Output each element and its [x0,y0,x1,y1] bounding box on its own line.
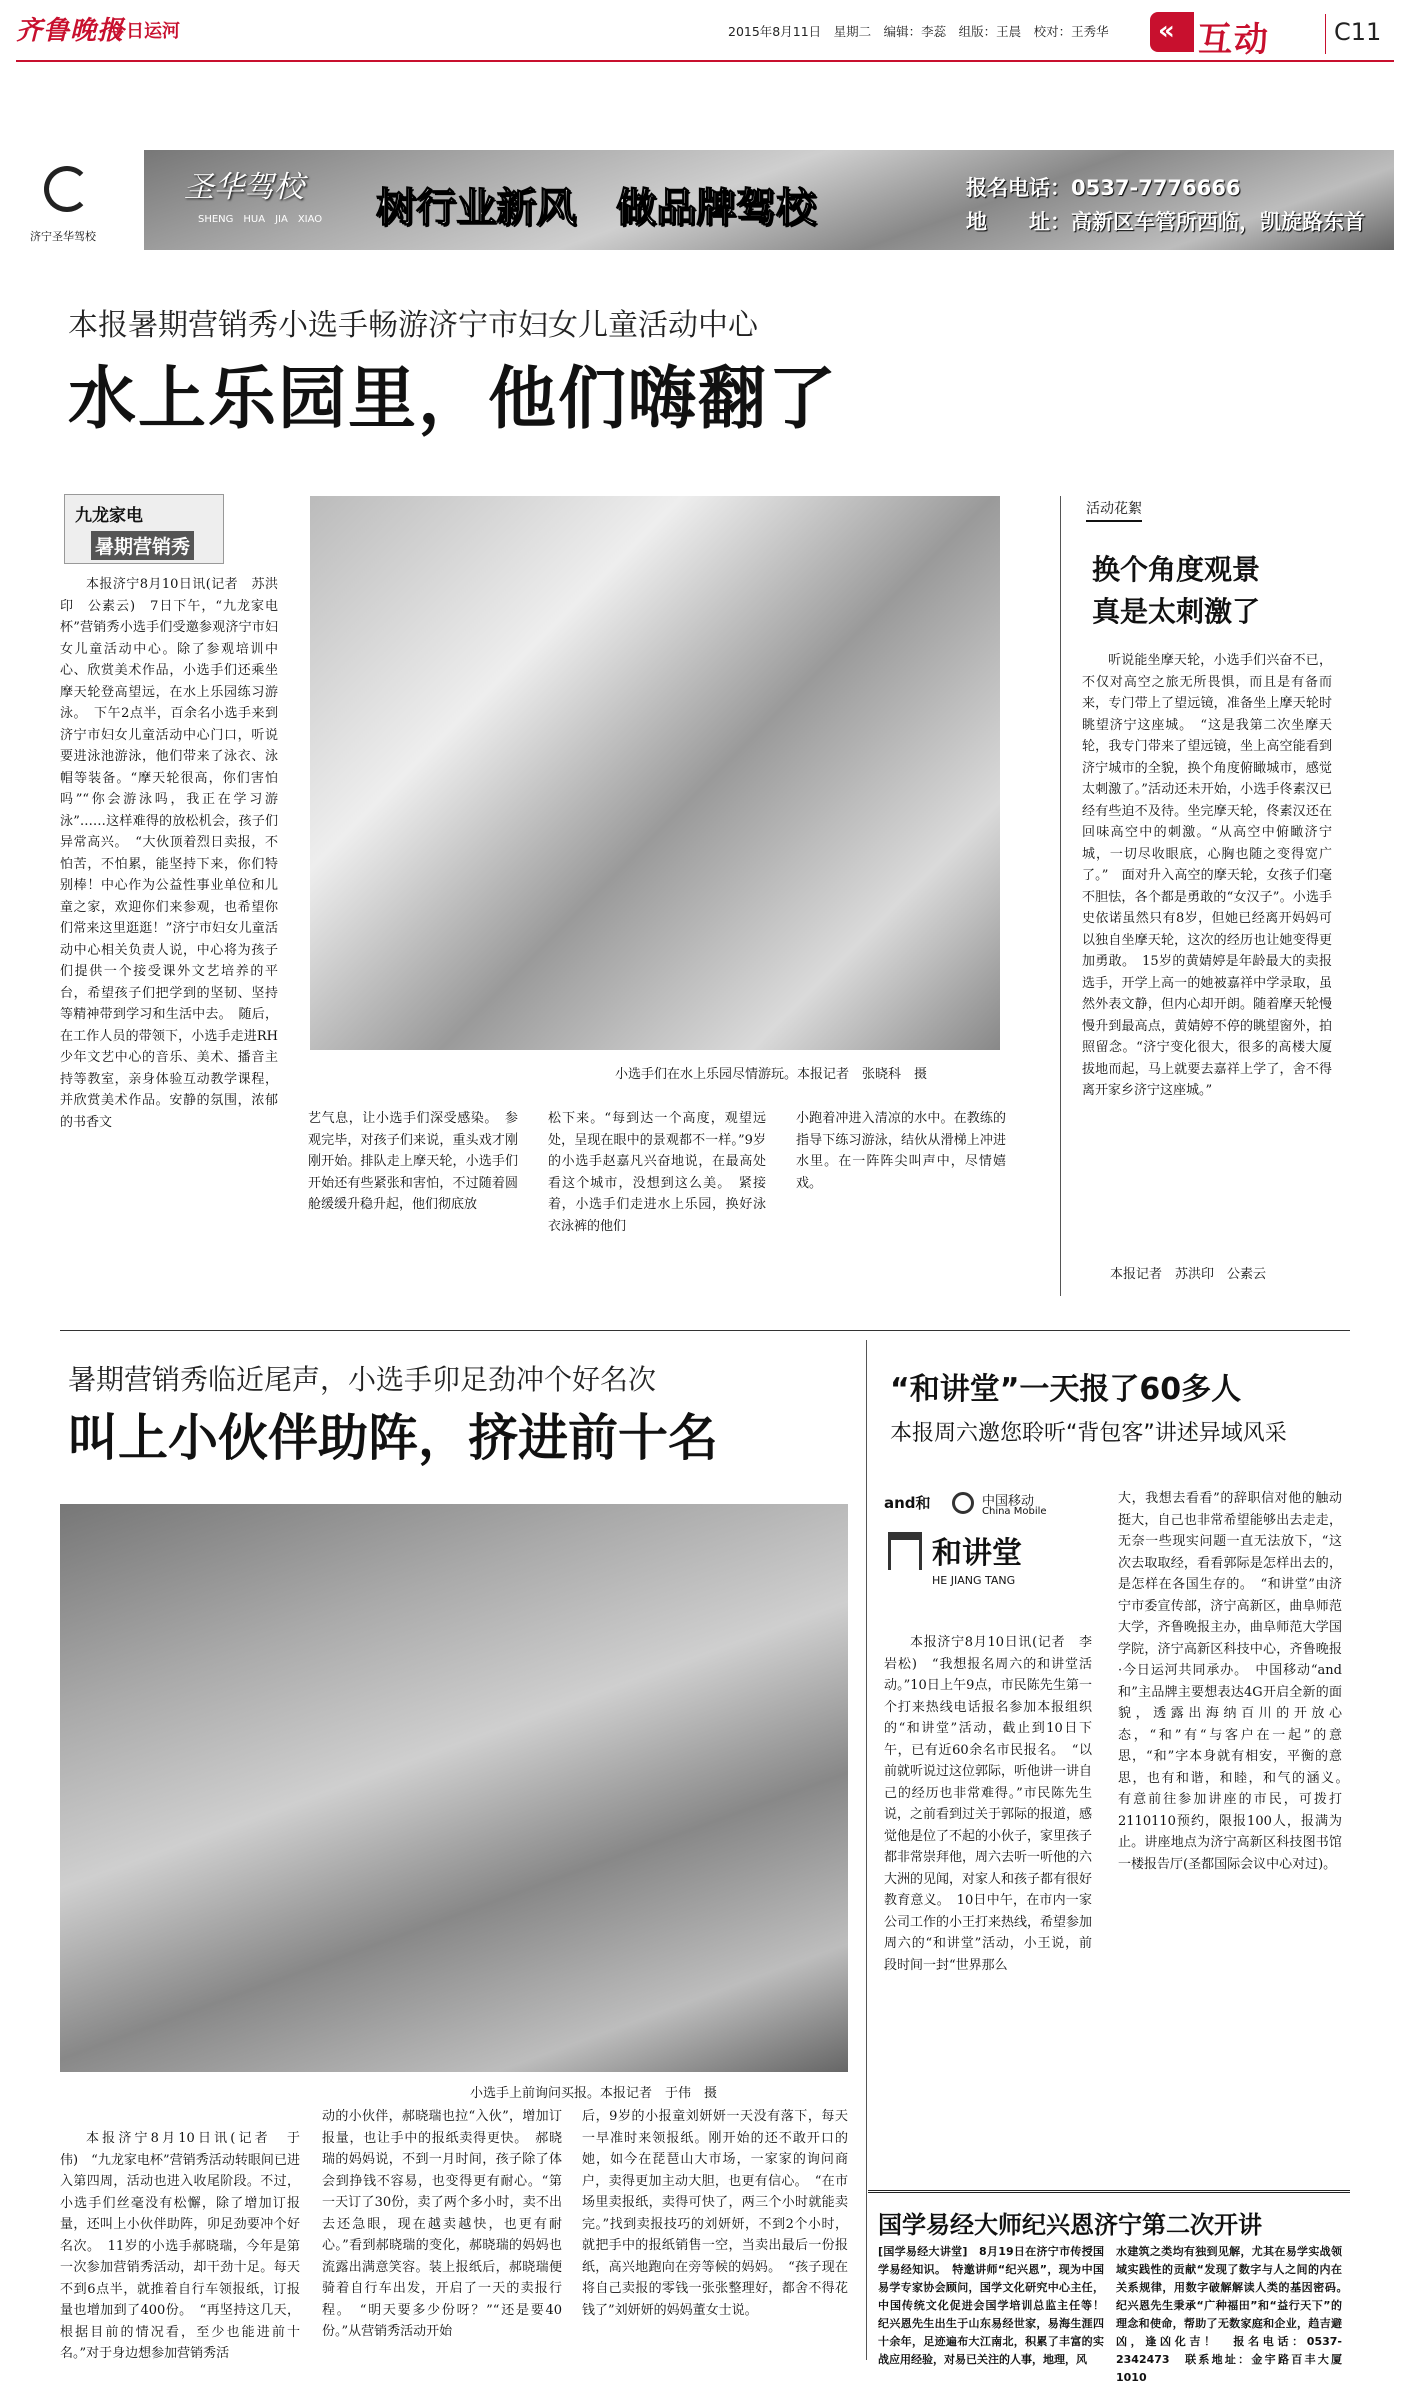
story2-col1: 本报济宁8月10日讯(记者 于伟) “九龙家电杯”营销秀活动转眼间已进入第四周，活动也进入收尾阶段。不过，小选手们丝毫没有松懈，除了增加订报量，还叫上小伙伴助阵，卯足劲要冲个好名次。 11岁的小选手郝晓瑞，今年是第一次参加营销秀活动，却干劲十足。每天不到6点半，就推着自行车领报纸，订报量也增加到了400份。 “再坚持这几天，根据目前的情况看，至少也能进前十名。”对于身边想参加营销秀活 [60,2131,300,2361]
driving-school-logo-icon [44,166,90,212]
story3-divider [866,1340,867,2360]
masthead: 齐鲁晚报 [16,16,125,46]
bottom-ad-col1: [国学易经大讲堂] 8月19日在济宁市传授国学易经知识。 特邀讲师“纪兴恩”，现为中国易学专家协会顾问，国学文化研究中心主任，中国传统文化促进会国学培训总监主任等！ 纪兴恩先生出生于山东易经世家，易海生涯四十余年，足迹遍布大江南北，积累了丰富的实战应用经验，对易已关注的人事，地理，风 [878,2245,1115,2366]
sidebar-title-1: 换个角度观景 [1092,553,1261,586]
story2-headline: 叫上小伙伴助阵，挤进前十名 [68,1409,718,1467]
story1-headline: 水上乐园里，他们嗨翻了 [68,360,839,439]
and-logo: and和 [884,1494,931,1512]
story2-photo-caption: 小选手上前询问买报。本报记者 于伟 摄 [470,2086,718,2101]
story1-photo-caption: 小选手们在水上乐园尽情游玩。本报记者 张晓科 摄 [615,1067,928,1082]
bottom-ad-headline: 国学易经大师纪兴恩济宁第二次开讲 [878,2211,1262,2239]
ad-slogan: 树行业新风 做品牌驾校 [376,185,816,231]
header-rule [16,60,1394,62]
bottom-ad-col2: 水建筑之类均有独到见解，尤其在易学实战领域实践性的贡献“发现了数字与人之间的内在关系规律，用数字破解解读人类的基因密码。 纪兴恩先生秉承“广种福田”和“益行天下”的理念和使命，帮助了无数家庭和企业，趋吉避凶，逢凶化吉！ 报名电话：0537-2342473 联系地址：金宇路百丰大厦1010 [1116,2245,1353,2384]
ad-phone: 报名电话：0537-7776666 [966,176,1241,200]
sponsor-tag: 暑期营销秀 [91,531,194,560]
story1-col2: 艺气息，让小选手们深受感染。 参观完毕，对孩子们来说，重头戏才刚刚开始。排队走上摩天轮，小选手们开始还有些紧张和害怕，不过随着圆舱缓缓升稳升起，他们彻底放 [308,1111,518,1212]
section-badge [1150,12,1194,52]
ad-brand: 圣华驾校 [184,170,304,205]
chevron-left-icon: « [1158,16,1175,46]
story3-headline: “和讲堂”一天报了60多人 [890,1372,1242,1407]
ad-brand-pinyin: SHENG HUA JIA XIAO [198,214,323,225]
story3-subhead: 本报周六邀您聆听“背包客”讲述异域风采 [890,1421,1287,1446]
story1-col4: 小跑着冲进入清凉的水中。在教练的指导下练习游泳，结伙从滑梯上冲进水里。在一阵阵尖叫声中，尽情嬉戏。 [796,1111,1006,1191]
story3-col2: 大，我想去看看”的辞职信对他的触动挺大，自己也非常希望能够出去走走，无奈一些现实问题一直无法放下，“这次去取取经，看看郭际是怎样出去的，是怎样在各国生存的。 “和讲堂”由济宁市委宣传部，济宁高新区，曲阜师范大学，齐鲁晚报主办，曲阜师范大学国学院，济宁高新区科技中心，齐鲁晚报·今日运河共同承办。 中国移动“and和”主品牌主要想表达4G开启全新的面貌，透露出海纳百川的开放心态，“和”有“与客户在一起”的意思，“和”字本身就有相安，平衡的意思，也有和谐，和睦，和气的涵义。 有意前往参加讲座的市民，可拨打2110110预约，限报100人，报满为止。讲座地点为济宁高新区科技图书馆一楼报告厅(圣都国际会议中心对过)。 [1118,1491,1356,1872]
sidebar-byline: 本报记者 苏洪印 公素云 [1110,1267,1267,1282]
sidebar-label: 活动花絮 [1086,498,1142,522]
story1-col1: 本报济宁8月10日讯(记者 苏洪印 公素云) 7日下午，“九龙家电杯”营销秀小选手们受邀参观济宁市妇女儿童活动中心。除了参观培训中心、欣赏美术作品，小选手们还乘坐摩天轮登高望远，在水上乐园练习游泳。 下午2点半，百余名小选手来到济宁市妇女儿童活动中心门口，听说要进泳池游泳，他们带来了泳衣、泳帽等装备。“摩天轮很高，你们害怕吗”“你会游泳吗，我正在学习游泳”……这样难得的放松机会，孩子们异常高兴。 “大伙顶着烈日卖报，不怕苦，不怕累，能坚持下来，你们特别棒！中心作为公益性事业单位和儿童之家，欢迎你们来参观，也希望你们常来这里逛逛！”济宁市妇女儿童活动中心相关负责人说，中心将为孩子们提供一个接受课外文艺培养的平台，希望孩子们把学到的坚韧、坚持等精神带到学习和生活中去。 随后，在工作人员的带领下，小选手走进RH少年文艺中心的音乐、美术、播音主持等教室，亲身体验互动教学课程，并欣赏美术作品。安静的氛围，浓郁的书香文 [60,577,278,1130]
story2-kicker: 暑期营销秀临近尾声，小选手卯足劲冲个好名次 [68,1363,657,1396]
sponsor-logo [64,494,224,564]
edition-name: 今日运河 [108,21,180,42]
logo-title-en: HE JIANG TANG [932,1574,1016,1587]
story2-col3: 后，9岁的小报童刘妍妍一天没有落下，每天一早准时来领报纸。刚开始的还不敢开口的她，如今在琵琶山大市场，一家家的询问商户，卖得更加主动大胆，也更有信心。 “在市场里卖报纸，卖得可快了，两三个小时就能卖完。”找到卖报技巧的刘妍妍，不到2个小时，就把手中的报纸销售一空，当卖出最后一份报纸，高兴地跑向在旁等候的妈妈。 “孩子现在将自己卖报的零钱一张张整理好，都舍不得花钱了”刘妍妍的妈妈董女士说。 [582,2109,848,2318]
story1-col3: 松下来。“每到达一个高度，观望远处，呈现在眼中的景观都不一样。”9岁的小选手赵嘉凡兴奋地说，在最高处看这个城市，没想到这么美。 紧接着，小选手们走进水上乐园，换好泳衣泳裤的他们 [548,1111,766,1234]
china-mobile-name: 中国移动 [982,1494,1035,1509]
header-meta: 2015年8月11日 星期二 编辑：李蕊 组版：王晨 校对：王秀华 [728,24,1109,39]
sidebar-title-2: 真是太刺激了 [1092,595,1261,628]
sidebar-divider [1060,496,1061,1296]
top-ad [16,150,1394,250]
story3-col1: 本报济宁8月10日讯(记者 李岩松) “我想报名周六的和讲堂活动。”10日上午9点，市民陈先生第一个打来热线电话报名参加本报组织的“和讲堂”活动，截止到10日下午，已有近60余名市民报名。 “以前就听说过这位郭际，听他讲一讲自己的经历也非常难得。”市民陈先生说，之前看到过关于郭际的报道，感觉他是位了不起的小伙子，家里孩子都非常崇拜他，周六去听一听他的六大洲的见闻，对家人和孩子都有很好教育意义。 10日中午，在市内一家公司工作的小王打来热线，希望参加周六的“和讲堂”活动，小王说，前段时间一封“世界那么 [884,1635,1093,1973]
he-jiangtang-logo [884,1488,1094,1618]
china-mobile-icon [952,1492,974,1514]
section-label: 互动 [1198,20,1270,60]
ad-address: 地 址：高新区车管所西临，凯旋路东首 [966,210,1365,234]
story1-photo [310,496,1000,1050]
sidebar-body: 听说能坐摩天轮，小选手们兴奋不已，不仅对高空之旅无所畏惧，而且是有备而来，专门带上了望远镜，准备坐上摩天轮时眺望济宁这座城。 “这是我第二次坐摩天轮，我专门带来了望远镜，坐上高空能看到济宁城市的全貌，换个角度俯瞰城市，感觉太刺激了。”活动还未开始，小选手佟素汉已经有些迫不及待。坐完摩天轮，佟素汉还在回味高空中的刺激。“从高空中俯瞰济宁城，一切尽收眼底，心胸也随之变得宽广了。” 面对升入高空的摩天轮，女孩子们毫不胆怯，各个都是勇敢的“女汉子”。小选手史依诺虽然只有8岁，但她已经离开妈妈可以独自坐摩天轮，这次的经历也让她变得更加勇敢。 15岁的黄婧婷是年龄最大的卖报选手，开学上高一的她被嘉祥中学录取，虽然外表文静，但内心却开朗。随着摩天轮慢慢升到最高点，黄婧婷不停的眺望窗外，拍照留念。“济宁变化很大，很多的高楼大厦拔地而起，马上就要去嘉祥上学了，舍不得离开家乡济宁这座城。” [1082,653,1332,1098]
pavilion-icon [888,1532,922,1570]
ad-logo-caption: 济宁圣华驾校 [30,230,96,243]
logo-title: 和讲堂 [932,1536,1022,1571]
sponsor-name: 九龙家电 [75,506,143,526]
story2-photo [60,1504,848,2072]
header-divider [1325,14,1326,54]
story1-kicker: 本报暑期营销秀小选手畅游济宁市妇女儿童活动中心 [68,308,758,343]
page-number: C11 [1334,18,1382,46]
bottom-ad [868,2190,1353,2384]
story2-col2: 动的小伙伴，郝晓瑞也拉“入伙”，增加订报量，也让手中的报纸卖得更快。 郝晓瑞的妈妈说，不到一月时间，孩子除了体会到挣钱不容易，也变得更有耐心。“第一天订了30份，卖了两个多小时，卖不出去还急眼，现在越卖越快，也更有耐心。”看到郝晓瑞的变化，郝晓瑞的妈妈也流露出满意笑容。装上报纸后，郝晓瑞便骑着自行车出发，开启了一天的卖报行程。 “明天要多少份呀？”“还是要40份。”从营销秀活动开始 [322,2109,562,2339]
china-mobile-name-en: China Mobile [982,1506,1047,1517]
section-rule-1 [60,1330,1350,1331]
